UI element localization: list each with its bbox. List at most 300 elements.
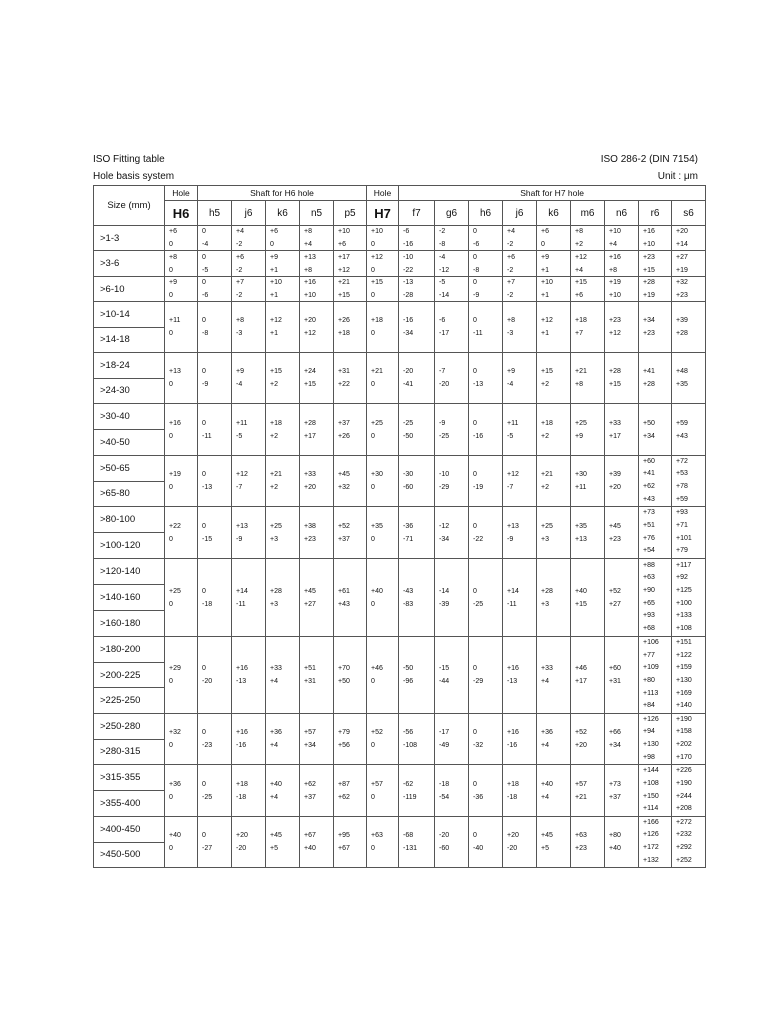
upper-deviation: +93 <box>676 509 688 517</box>
upper-deviation: +72 <box>676 457 688 465</box>
lower-deviation: +68 <box>643 624 655 632</box>
upper-deviation: +35 <box>371 522 383 530</box>
lower-deviation: +20 <box>609 484 621 491</box>
upper-deviation: +12 <box>541 317 553 324</box>
upper-deviation: +28 <box>643 279 655 286</box>
lower-deviation: +2 <box>270 381 278 388</box>
upper-deviation: +12 <box>575 253 587 261</box>
upper-deviation: +59 <box>676 419 688 427</box>
tolerance-cell <box>300 251 334 277</box>
tolerance-cell <box>469 714 503 765</box>
upper-deviation: -62 <box>403 780 414 788</box>
size-header: Size (mm) <box>94 186 165 226</box>
upper-deviation: +12 <box>507 471 519 478</box>
tolerance-cell <box>537 765 571 817</box>
upper-deviation: +244 <box>676 792 692 800</box>
lower-deviation: +15 <box>338 292 350 299</box>
upper-deviation: 0 <box>202 665 206 672</box>
upper-deviation: -30 <box>403 471 414 478</box>
tolerance-cell <box>232 637 266 714</box>
tolerance-cell <box>639 817 672 868</box>
tolerance-cell <box>537 817 571 868</box>
upper-deviation: +190 <box>676 715 692 723</box>
tolerance-cell <box>537 251 571 277</box>
upper-deviation: +32 <box>169 729 181 736</box>
lower-deviation: 0 <box>371 535 375 543</box>
tolerance-cell <box>605 765 639 817</box>
upper-deviation: -25 <box>403 419 414 427</box>
lower-deviation: -9 <box>473 292 480 299</box>
upper-deviation: +14 <box>236 587 248 595</box>
upper-deviation: +27 <box>676 253 688 261</box>
lower-deviation: 0 <box>169 241 173 248</box>
lower-deviation: +32 <box>338 484 350 491</box>
upper-deviation: -6 <box>403 228 410 235</box>
lower-deviation: +2 <box>541 432 550 440</box>
lower-deviation: +18 <box>338 330 350 337</box>
upper-deviation: +10 <box>371 228 383 235</box>
tolerance-cell <box>232 353 266 404</box>
tolerance-cell <box>266 637 300 714</box>
tolerance-cell <box>198 765 232 817</box>
tolerance-cell <box>672 559 706 637</box>
tolerance-cell <box>165 507 198 559</box>
upper-deviation: +41 <box>643 368 655 375</box>
tolerance-cell <box>367 714 399 765</box>
upper-deviation: 0 <box>473 368 477 375</box>
column-header: f7 <box>399 201 435 226</box>
lower-deviation: -25 <box>439 432 450 440</box>
upper-deviation: +13 <box>507 522 519 530</box>
upper-deviation: +61 <box>338 587 350 595</box>
lower-deviation: +2 <box>541 484 550 491</box>
tolerance-cell <box>537 456 571 507</box>
column-header: H6 <box>165 201 198 226</box>
tolerance-cell <box>266 559 300 637</box>
column-header: p5 <box>334 201 367 226</box>
tolerance-cell <box>334 277 367 302</box>
table-row <box>94 277 706 302</box>
lower-deviation: -119 <box>403 793 417 801</box>
tolerance-cell <box>367 637 399 714</box>
column-header: s6 <box>672 201 706 226</box>
upper-deviation: +20 <box>507 832 519 839</box>
upper-deviation: -17 <box>439 729 450 736</box>
upper-deviation: 0 <box>473 317 477 324</box>
lower-deviation: +34 <box>304 742 316 749</box>
size-range-label: >160-180 <box>94 610 164 636</box>
lower-deviation: -19 <box>473 484 484 491</box>
upper-deviation: 0 <box>202 419 206 427</box>
size-cell <box>94 226 165 251</box>
upper-deviation: +34 <box>643 317 655 324</box>
table-row <box>94 456 706 507</box>
lower-deviation: 0 <box>371 678 375 685</box>
tolerance-cell <box>300 277 334 302</box>
tolerance-cell <box>435 277 469 302</box>
upper-deviation: +10 <box>270 279 282 286</box>
tolerance-cell <box>232 765 266 817</box>
lower-deviation: +20 <box>304 484 316 491</box>
tolerance-cell <box>605 637 639 714</box>
lower-deviation: +84 <box>643 702 655 710</box>
upper-deviation: +95 <box>338 832 350 839</box>
tolerance-cell <box>266 251 300 277</box>
upper-deviation: -43 <box>403 587 414 595</box>
lower-deviation: 0 <box>371 845 375 852</box>
tolerance-cell <box>503 404 537 456</box>
lower-deviation: +1 <box>270 330 278 337</box>
lower-deviation: -36 <box>473 793 484 801</box>
tolerance-cell <box>198 226 232 251</box>
upper-deviation: -9 <box>439 419 446 427</box>
tolerance-cell <box>571 302 605 353</box>
lower-deviation: +2 <box>541 381 550 388</box>
lower-deviation: +80 <box>643 677 655 684</box>
system-label: Hole basis system <box>93 171 175 182</box>
tolerance-cell <box>537 559 571 637</box>
fitting-table <box>93 185 706 868</box>
lower-deviation: +28 <box>676 330 688 337</box>
lower-deviation: +37 <box>609 793 621 801</box>
upper-deviation: +33 <box>304 471 316 478</box>
lower-deviation: +43 <box>643 495 655 503</box>
upper-deviation: +16 <box>236 729 248 736</box>
tolerance-cell <box>639 302 672 353</box>
lower-deviation: +53 <box>676 470 688 478</box>
lower-deviation: -22 <box>473 535 484 543</box>
document-title: ISO Fitting table <box>93 154 165 165</box>
tolerance-cell <box>300 765 334 817</box>
lower-deviation: -2 <box>236 292 243 299</box>
tolerance-cell <box>672 507 706 559</box>
lower-deviation: 0 <box>371 292 375 299</box>
tolerance-cell <box>367 507 399 559</box>
upper-deviation: +45 <box>338 471 350 478</box>
lower-deviation: +108 <box>676 624 692 632</box>
lower-deviation: -39 <box>439 600 450 608</box>
tolerance-cell <box>469 507 503 559</box>
tolerance-cell <box>639 637 672 714</box>
tolerance-cell <box>537 353 571 404</box>
lower-deviation: +15 <box>575 600 587 608</box>
upper-deviation: +73 <box>609 780 621 788</box>
lower-deviation: 0 <box>169 678 173 685</box>
tolerance-cell <box>537 277 571 302</box>
upper-deviation: +28 <box>541 587 553 595</box>
upper-deviation: -10 <box>403 253 414 261</box>
tolerance-cell <box>435 302 469 353</box>
tolerance-cell <box>367 817 399 868</box>
lower-deviation: 0 <box>270 241 274 248</box>
upper-deviation: 0 <box>473 729 477 736</box>
lower-deviation: +41 <box>643 470 655 478</box>
tolerance-cell <box>639 226 672 251</box>
lower-deviation: 0 <box>371 381 375 388</box>
lower-deviation: 0 <box>169 535 173 543</box>
table-row <box>94 637 706 714</box>
tolerance-cell <box>367 302 399 353</box>
lower-deviation: -60 <box>403 484 414 491</box>
tolerance-cell <box>300 559 334 637</box>
lower-deviation: -28 <box>403 292 414 299</box>
lower-deviation: +132 <box>643 856 659 864</box>
tolerance-cell <box>266 277 300 302</box>
upper-deviation: +52 <box>371 729 383 736</box>
lower-deviation: +34 <box>643 432 655 440</box>
tolerance-cell <box>435 637 469 714</box>
tolerance-cell <box>399 765 435 817</box>
tolerance-cell <box>334 765 367 817</box>
table-row <box>94 302 706 353</box>
lower-deviation: -5 <box>202 266 209 274</box>
tolerance-cell <box>334 404 367 456</box>
upper-deviation: -7 <box>439 368 446 375</box>
upper-deviation: +159 <box>676 664 692 672</box>
lower-deviation: +11 <box>575 484 587 491</box>
tolerance-cell <box>232 277 266 302</box>
lower-deviation: +67 <box>338 845 350 852</box>
upper-deviation: 0 <box>473 279 477 286</box>
tolerance-cell <box>605 714 639 765</box>
tolerance-cell <box>469 456 503 507</box>
upper-deviation: +169 <box>676 689 692 697</box>
upper-deviation: +150 <box>643 792 659 800</box>
lower-deviation: -96 <box>403 678 414 685</box>
size-cell <box>94 817 165 868</box>
tolerance-cell <box>165 226 198 251</box>
lower-deviation: +13 <box>575 535 587 543</box>
upper-deviation: +4 <box>507 228 516 235</box>
size-range-label: >140-160 <box>94 584 164 610</box>
tolerance-cell <box>503 559 537 637</box>
upper-deviation: +25 <box>575 419 587 427</box>
upper-deviation: +21 <box>270 471 282 478</box>
tolerance-cell <box>571 817 605 868</box>
upper-deviation: 0 <box>473 665 477 672</box>
tolerance-cell <box>399 507 435 559</box>
upper-deviation: +7 <box>236 279 244 286</box>
lower-deviation: +1 <box>541 266 550 274</box>
lower-deviation: +35 <box>676 381 688 388</box>
tolerance-cell <box>537 637 571 714</box>
upper-deviation: +32 <box>676 279 688 286</box>
lower-deviation: -34 <box>403 330 414 337</box>
tolerance-cell <box>266 765 300 817</box>
lower-deviation: -71 <box>403 535 414 543</box>
lower-deviation: -4 <box>507 381 514 388</box>
upper-deviation: -2 <box>439 228 446 235</box>
tolerance-cell <box>399 714 435 765</box>
tolerance-cell <box>435 353 469 404</box>
tolerance-cell <box>300 817 334 868</box>
table-row <box>94 817 706 868</box>
upper-deviation: -13 <box>403 279 414 286</box>
lower-deviation: -7 <box>507 484 514 491</box>
lower-deviation: +4 <box>270 793 278 801</box>
lower-deviation: +23 <box>643 330 655 337</box>
lower-deviation: 0 <box>371 266 375 274</box>
lower-deviation: +114 <box>643 805 659 813</box>
lower-deviation: -8 <box>439 241 446 248</box>
size-range-label: >6-10 <box>100 283 125 295</box>
tolerance-cell <box>672 353 706 404</box>
tolerance-cell <box>639 456 672 507</box>
tolerance-cell <box>605 277 639 302</box>
tolerance-cell <box>232 404 266 456</box>
lower-deviation: -4 <box>236 381 243 388</box>
tolerance-cell <box>435 456 469 507</box>
lower-deviation: +98 <box>643 753 655 761</box>
upper-deviation: +31 <box>338 368 350 375</box>
upper-deviation: +8 <box>169 253 177 261</box>
upper-deviation: 0 <box>202 317 206 324</box>
lower-deviation: -20 <box>236 845 247 852</box>
lower-deviation: +5 <box>270 845 278 852</box>
upper-deviation: 0 <box>473 780 477 788</box>
upper-deviation: +15 <box>575 279 587 286</box>
lower-deviation: -20 <box>507 845 518 852</box>
lower-deviation: 0 <box>541 241 545 248</box>
upper-deviation: +39 <box>609 471 621 478</box>
lower-deviation: -11 <box>507 600 517 608</box>
lower-deviation: -16 <box>236 742 247 749</box>
table-row <box>94 507 706 559</box>
upper-deviation: +6 <box>169 228 177 235</box>
lower-deviation: +31 <box>304 678 316 685</box>
upper-deviation: +20 <box>676 228 688 235</box>
upper-deviation: +11 <box>169 317 181 324</box>
tolerance-cell <box>198 353 232 404</box>
lower-deviation: -2 <box>236 241 243 248</box>
lower-deviation: -18 <box>202 600 213 608</box>
lower-deviation: +17 <box>575 678 587 685</box>
size-range-label: >280-315 <box>94 739 164 765</box>
lower-deviation: +12 <box>609 330 621 337</box>
lower-deviation: +2 <box>270 484 278 491</box>
lower-deviation: -20 <box>202 678 213 685</box>
lower-deviation: -25 <box>202 793 213 801</box>
lower-deviation: +1 <box>541 292 550 299</box>
upper-deviation: +125 <box>676 586 692 594</box>
upper-deviation: +45 <box>541 832 553 839</box>
lower-deviation: +37 <box>338 535 350 543</box>
tolerance-cell <box>672 226 706 251</box>
lower-deviation: +6 <box>575 292 584 299</box>
lower-deviation: -18 <box>507 793 518 801</box>
tolerance-cell <box>605 817 639 868</box>
lower-deviation: +10 <box>304 292 316 299</box>
upper-deviation: +57 <box>371 780 383 788</box>
upper-deviation: +12 <box>236 471 248 478</box>
upper-deviation: +40 <box>371 587 383 595</box>
upper-deviation: +28 <box>270 587 282 595</box>
upper-deviation: +18 <box>236 780 248 788</box>
upper-deviation: +36 <box>169 780 181 788</box>
upper-deviation: -15 <box>439 665 450 672</box>
lower-deviation: +3 <box>270 600 278 608</box>
lower-deviation: +252 <box>676 856 692 864</box>
tolerance-cell <box>399 456 435 507</box>
table-row <box>94 765 706 817</box>
tolerance-cell <box>469 404 503 456</box>
lower-deviation: +43 <box>676 432 688 440</box>
size-range-label: >200-225 <box>94 662 164 688</box>
upper-deviation: +144 <box>643 767 659 775</box>
lower-deviation: +3 <box>541 600 550 608</box>
lower-deviation: -3 <box>507 330 514 337</box>
upper-deviation: +4 <box>236 228 244 235</box>
tolerance-cell <box>399 559 435 637</box>
column-header: k6 <box>537 201 571 226</box>
upper-deviation: 0 <box>202 729 206 736</box>
lower-deviation: +1 <box>541 330 550 337</box>
size-range-label: >80-100 <box>100 514 136 525</box>
lower-deviation: -60 <box>439 845 450 852</box>
upper-deviation: 0 <box>473 228 477 235</box>
size-cell <box>94 456 165 507</box>
tolerance-cell <box>469 637 503 714</box>
lower-deviation: +77 <box>643 651 655 659</box>
lower-deviation: -49 <box>439 742 450 749</box>
tolerance-cell <box>537 507 571 559</box>
tolerance-cell <box>399 353 435 404</box>
tolerance-cell <box>165 404 198 456</box>
upper-deviation: +36 <box>270 729 282 736</box>
upper-deviation: 0 <box>473 832 477 839</box>
lower-deviation: 0 <box>169 266 173 274</box>
upper-deviation: +93 <box>643 612 655 620</box>
upper-deviation: +166 <box>643 818 659 826</box>
tolerance-cell <box>367 559 399 637</box>
upper-deviation: +21 <box>575 368 587 375</box>
size-range-label: >355-400 <box>94 790 164 816</box>
unit-label: Unit : μm <box>657 171 698 182</box>
upper-deviation: +28 <box>304 419 316 427</box>
lower-deviation: +54 <box>643 547 655 555</box>
tolerance-cell <box>300 507 334 559</box>
lower-deviation: -25 <box>473 600 484 608</box>
upper-deviation: +172 <box>643 844 659 851</box>
size-range-label: >65-80 <box>94 481 164 507</box>
tolerance-cell <box>399 277 435 302</box>
upper-deviation: +24 <box>304 368 316 375</box>
upper-deviation: +8 <box>575 228 584 235</box>
lower-deviation: +158 <box>676 728 692 736</box>
upper-deviation: +45 <box>609 522 621 530</box>
upper-deviation: +22 <box>169 522 181 530</box>
lower-deviation: +3 <box>541 535 550 543</box>
lower-deviation: +8 <box>575 381 584 388</box>
size-range-label: >100-120 <box>94 532 164 558</box>
tolerance-cell <box>399 817 435 868</box>
lower-deviation: -7 <box>236 484 243 491</box>
lower-deviation: 0 <box>169 330 173 337</box>
tolerance-cell <box>469 353 503 404</box>
tolerance-cell <box>672 277 706 302</box>
upper-deviation: +23 <box>609 317 621 324</box>
upper-deviation: +8 <box>236 317 244 324</box>
tolerance-cell <box>605 251 639 277</box>
tolerance-cell <box>198 251 232 277</box>
column-header: k6 <box>266 201 300 226</box>
lower-deviation: +19 <box>643 292 655 299</box>
upper-deviation: +35 <box>575 522 587 530</box>
upper-deviation: +8 <box>507 317 516 324</box>
tolerance-cell <box>198 559 232 637</box>
table-row <box>94 404 706 456</box>
lower-deviation: +140 <box>676 702 692 710</box>
